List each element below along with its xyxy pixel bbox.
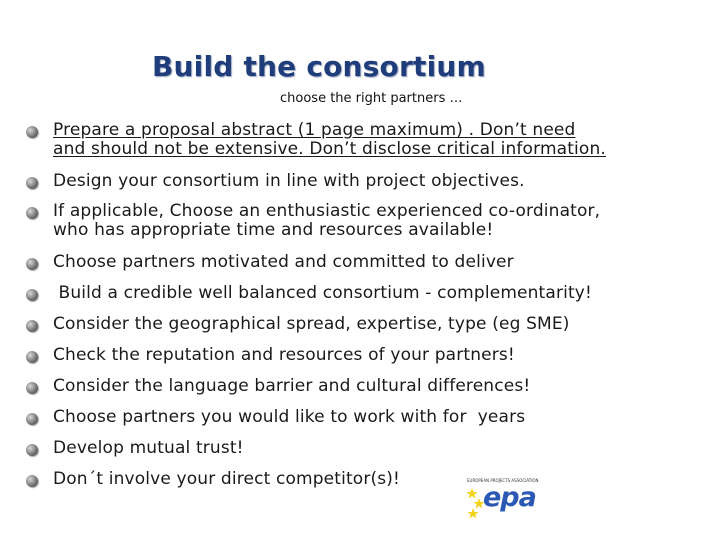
bullet-item bbox=[53, 253, 713, 272]
bullet-marker-icon bbox=[26, 126, 38, 138]
bullet-marker-icon bbox=[26, 444, 38, 456]
bullet-text: Choose partners you would like to work with for years bbox=[53, 407, 526, 427]
bullet-marker-icon bbox=[26, 382, 38, 394]
slide-subtitle: choose the right partners … bbox=[280, 91, 463, 106]
bullet-marker-icon bbox=[26, 289, 38, 301]
bullet-item bbox=[53, 408, 713, 427]
bullet-text: Check the reputation and resources of your partners! bbox=[53, 345, 515, 365]
bullet-text: who has appropriate time and resources available! bbox=[53, 220, 494, 240]
bullet-item bbox=[53, 470, 713, 489]
bullet-item bbox=[53, 315, 713, 334]
bullet-item bbox=[53, 172, 713, 191]
logo-tagline: EUROPEAN PROJECTS ASSOCIATION bbox=[467, 478, 539, 483]
epa-logo bbox=[465, 478, 539, 524]
bullet-marker-icon bbox=[26, 320, 38, 332]
bullet-marker-icon bbox=[26, 207, 38, 219]
bullet-item bbox=[53, 121, 713, 159]
logo-wordmark: epa bbox=[483, 482, 536, 513]
bullet-text: Develop mutual trust! bbox=[53, 438, 244, 458]
bullet-text: Prepare a proposal abstract (1 page maximum) . Don’t need bbox=[53, 120, 576, 140]
bullet-text: Design your consortium in line with project objectives. bbox=[53, 171, 525, 191]
bullet-item bbox=[53, 377, 713, 396]
bullet-text: Consider the language barrier and cultural differences! bbox=[53, 376, 531, 396]
bullet-text: and should not be extensive. Don’t disclose critical information. bbox=[53, 139, 606, 159]
bullet-marker-icon bbox=[26, 177, 38, 189]
bullet-item bbox=[53, 202, 713, 240]
bullet-marker-icon bbox=[26, 258, 38, 270]
bullet-text: Don´t involve your direct competitor(s)! bbox=[53, 469, 401, 489]
bullet-text: If applicable, Choose an enthusiastic experienced co-ordinator, bbox=[53, 201, 601, 221]
bullet-marker-icon bbox=[26, 475, 38, 487]
slide-title: Build the consortium bbox=[152, 50, 486, 83]
bullet-marker-icon bbox=[26, 413, 38, 425]
bullet-item bbox=[53, 346, 713, 365]
bullet-text: Choose partners motivated and committed to deliver bbox=[53, 252, 514, 272]
bullet-marker-icon bbox=[26, 351, 38, 363]
bullet-item bbox=[53, 284, 713, 303]
bullet-text: Build a credible well balanced consortium - complementarity! bbox=[53, 283, 592, 303]
bullet-item bbox=[53, 439, 713, 458]
bullet-text: Consider the geographical spread, expertise, type (eg SME) bbox=[53, 314, 570, 334]
